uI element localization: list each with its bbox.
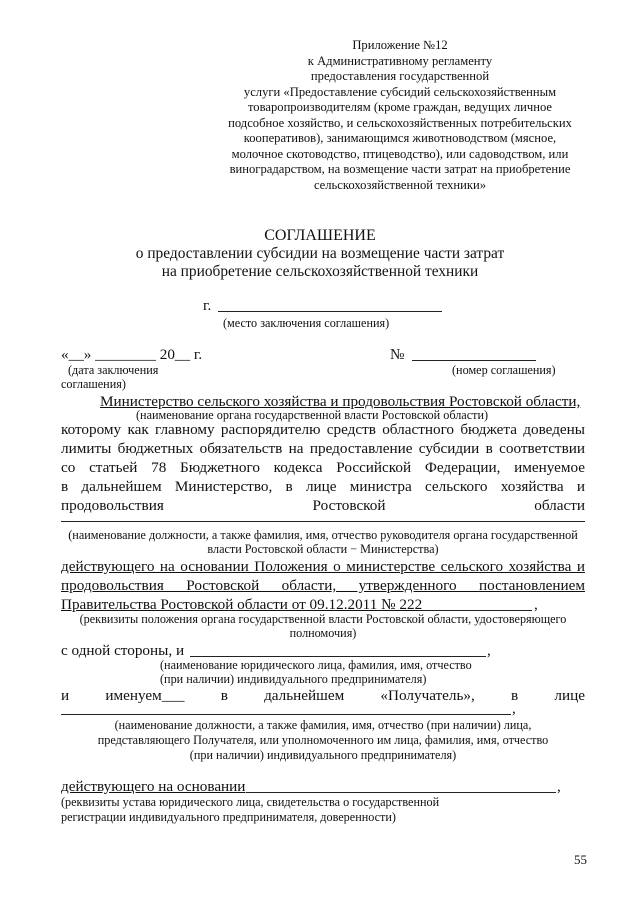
party-caption-2: (при наличии) индивидуального предпринимателя) bbox=[160, 672, 427, 686]
paragraph-line: в дальнейшем Министерство, в лице министра сельского хозяйства и bbox=[61, 478, 585, 495]
acting-field[interactable] bbox=[246, 792, 556, 793]
appendix-line: к Административному регламенту bbox=[307, 53, 493, 68]
basis-line-2: продовольствия Ростовской области, утвержденного постановлением bbox=[61, 577, 585, 594]
subtitle-line-2: на приобретение сельскохозяйственной техники bbox=[161, 263, 479, 280]
basis-caption-2: полномочия) bbox=[289, 626, 357, 640]
acting-prefix: действующего на основании bbox=[61, 778, 246, 795]
place-caption: (место заключения соглашения) bbox=[223, 316, 390, 330]
number-prefix: № bbox=[390, 346, 405, 363]
intro-paragraph bbox=[61, 420, 585, 515]
date-caption: (дата заключения bbox=[68, 363, 159, 377]
head-caption-2: власти Ростовской области − Министерства) bbox=[207, 542, 439, 556]
document-title: СОГЛАШЕНИЕ bbox=[264, 227, 376, 244]
appendix-line: кооперативов), занимающимся животноводством (мясное, bbox=[243, 131, 557, 145]
head-caption: (наименование должности, а также фамилия, имя, отчество руководителя органа государственной bbox=[68, 528, 578, 542]
paragraph-line: лимиты бюджетных обязательств на предоставление субсидии в соответствии bbox=[61, 440, 585, 457]
number-field[interactable] bbox=[412, 360, 536, 361]
ministry-name: Министерство сельского хозяйства и продовольствия Ростовской области, bbox=[100, 393, 581, 410]
date-field[interactable]: «__» ________ 20__ г. bbox=[61, 346, 203, 363]
acting-caption: (реквизиты устава юридического лица, свидетельства о государственной bbox=[61, 795, 440, 809]
basis-field[interactable] bbox=[418, 610, 532, 611]
basis-line-3: Правительства Ростовской области от 09.12.2011 № 222 bbox=[61, 596, 423, 613]
named-caption-3: (при наличии) индивидуального предпринимателя) bbox=[189, 748, 457, 762]
party-prefix: с одной стороны, и bbox=[61, 642, 185, 659]
appendix-line: виноградарством, на возмещение части затрат на приобретение bbox=[229, 162, 571, 176]
named-caption: (наименование должности, а также фамилия, имя, отчество (при наличии) лица, bbox=[114, 718, 532, 732]
basis-comma: , bbox=[534, 596, 538, 613]
representative-comma: , bbox=[512, 700, 516, 717]
appendix-line: молочное скотоводство, птицеводство), или садоводством, или bbox=[231, 146, 569, 161]
acting-comma: , bbox=[557, 778, 561, 795]
appendix-line: предоставления государственной bbox=[310, 69, 490, 83]
ministry-caption: (наименование органа государственной власти Ростовской области) bbox=[136, 408, 489, 422]
appendix-line: подсобное хозяйство, и сельскохозяйственных потребительских bbox=[228, 115, 572, 130]
appendix-header bbox=[200, 38, 600, 193]
paragraph-line: со статьей 78 Бюджетного кодекса Российской Федерации, именуемое bbox=[61, 459, 585, 476]
document-subtitle bbox=[0, 245, 640, 281]
head-field[interactable] bbox=[61, 521, 585, 522]
representative-field[interactable] bbox=[61, 714, 511, 715]
appendix-line: услуги «Предоставление субсидий сельскохозяйственным bbox=[243, 84, 557, 99]
party-field[interactable] bbox=[190, 656, 486, 657]
appendix-line: товаропроизводителям (кроме граждан, ведущих личное bbox=[247, 100, 553, 114]
named-caption-2: представляющего Получателя, или уполномоченного им лица, фамилия, имя, отчество bbox=[97, 733, 549, 747]
appendix-line: сельскохозяйственной техники» bbox=[313, 177, 487, 192]
place-prefix: г. bbox=[203, 297, 212, 314]
place-field[interactable] bbox=[218, 311, 442, 312]
subtitle-line-1: о предоставлении субсидии на возмещение части затрат bbox=[135, 245, 505, 262]
paragraph-line: продовольствия Ростовской области bbox=[61, 497, 585, 514]
number-caption: (номер соглашения) bbox=[452, 363, 556, 377]
page-number: 55 bbox=[574, 852, 587, 867]
acting-caption-2: регистрации индивидуального предпринимателя, доверенности) bbox=[61, 810, 396, 824]
basis-line-1: действующего на основании Положения о министерстве сельского хозяйства и bbox=[61, 558, 585, 575]
paragraph-line: которому как главному распорядителю средств областного бюджета доведены bbox=[61, 421, 585, 438]
party-comma: , bbox=[487, 642, 491, 659]
party-caption: (наименование юридического лица, фамилия, имя, отчество bbox=[160, 658, 472, 672]
named-line: и именуем___ в дальнейшем «Получатель», в лице bbox=[61, 687, 585, 704]
basis-caption: (реквизиты положения органа государственной власти Ростовской области, удостоверяющего bbox=[79, 612, 567, 626]
date-caption-2: соглашения) bbox=[61, 377, 126, 391]
appendix-line: Приложение №12 bbox=[352, 38, 448, 52]
